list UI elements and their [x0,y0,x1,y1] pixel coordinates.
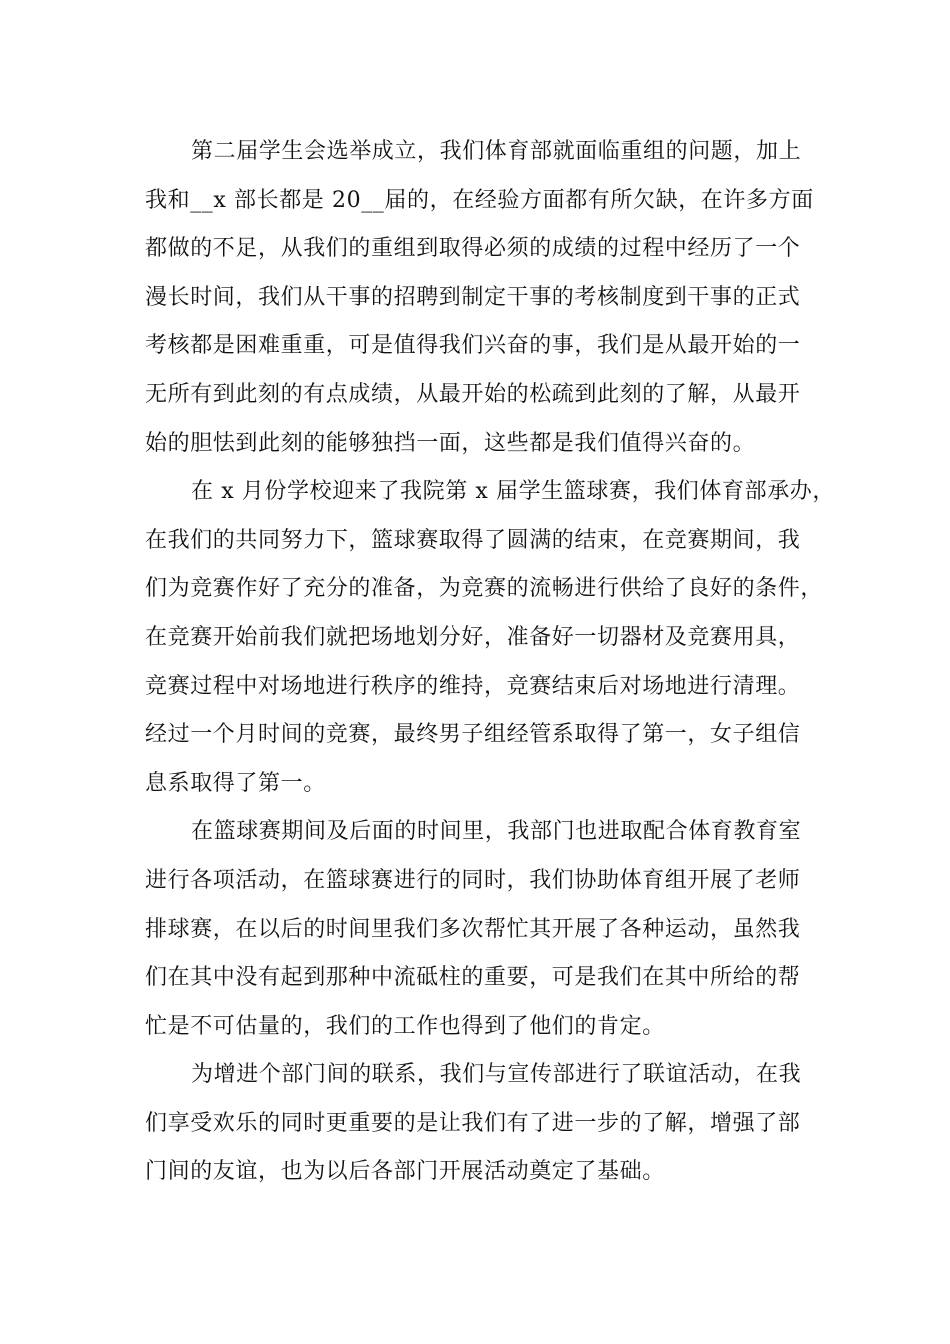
text-line: 第二届学生会选举成立，我们体育部就面临重组的问题，加上 [191,139,802,164]
text-line: 忙是不可估量的，我们的工作也得到了他们的肯定。 [145,1013,665,1039]
text-line: 在我们的共同努力下，篮球赛取得了圆满的结束，在竞赛期间，我 [145,527,801,553]
paragraph-student-union-reorganization [145,128,835,468]
paragraph-pe-office-cooperation [145,808,835,1051]
text-line: 在篮球赛期间及后面的时间里，我部门也进取配合体育教育室 [191,819,802,845]
paragraph-department-friendship [145,1051,835,1197]
text-line: 门间的友谊，也为以后各部门开展活动奠定了基础。 [145,1159,665,1185]
text-line: 考核都是困难重重，可是值得我们兴奋的事，我们是从最开始的一 [145,333,801,359]
text-line: 在 x 月份学校迎来了我院第 x 届学生篮球赛，我们体育部承办， [191,479,835,505]
text-line: 息系取得了第一。 [145,770,326,796]
text-line: 在竞赛开始前我们就把场地划分好，准备好一切器材及竞赛用具， [145,624,801,650]
text-line: 们在其中没有起到那种中流砥柱的重要，可是我们在其中所给的帮 [145,965,801,991]
text-line: 竞赛过程中对场地进行秩序的维持，竞赛结束后对场地进行清理。 [145,673,801,699]
text-line: 无所有到此刻的有点成绩，从最开始的松疏到此刻的了解，从最开 [145,381,801,407]
text-line: 们享受欢乐的同时更重要的是让我们有了进一步的了解，增强了部 [145,1110,801,1136]
paragraph-basketball-tournament [145,468,835,808]
text-line: 们为竞赛作好了充分的准备，为竞赛的流畅进行供给了良好的条件， [145,576,824,602]
text-line: 排球赛，在以后的时间里我们多次帮忙其开展了各种运动，虽然我 [145,916,801,942]
text-line: 漫长时间，我们从干事的招聘到制定干事的考核制度到干事的正式 [145,284,801,310]
text-line: 进行各项活动，在篮球赛进行的同时，我们协助体育组开展了老师 [145,867,801,893]
text-line: 都做的不足，从我们的重组到取得必须的成绩的过程中经历了一个 [145,236,801,262]
text-line: 为增进个部门间的联系，我们与宣传部进行了联谊活动，在我 [191,1062,802,1088]
document-body [145,128,835,1197]
text-line: 始的胆怯到此刻的能够独挡一面，这些都是我们值得兴奋的。 [145,430,756,456]
text-line: 我和__x 部长都是 20__届的，在经验方面都有所欠缺，在许多方面 [145,187,814,213]
text-line: 经过一个月时间的竞赛，最终男子组经管系取得了第一，女子组信 [145,722,801,748]
